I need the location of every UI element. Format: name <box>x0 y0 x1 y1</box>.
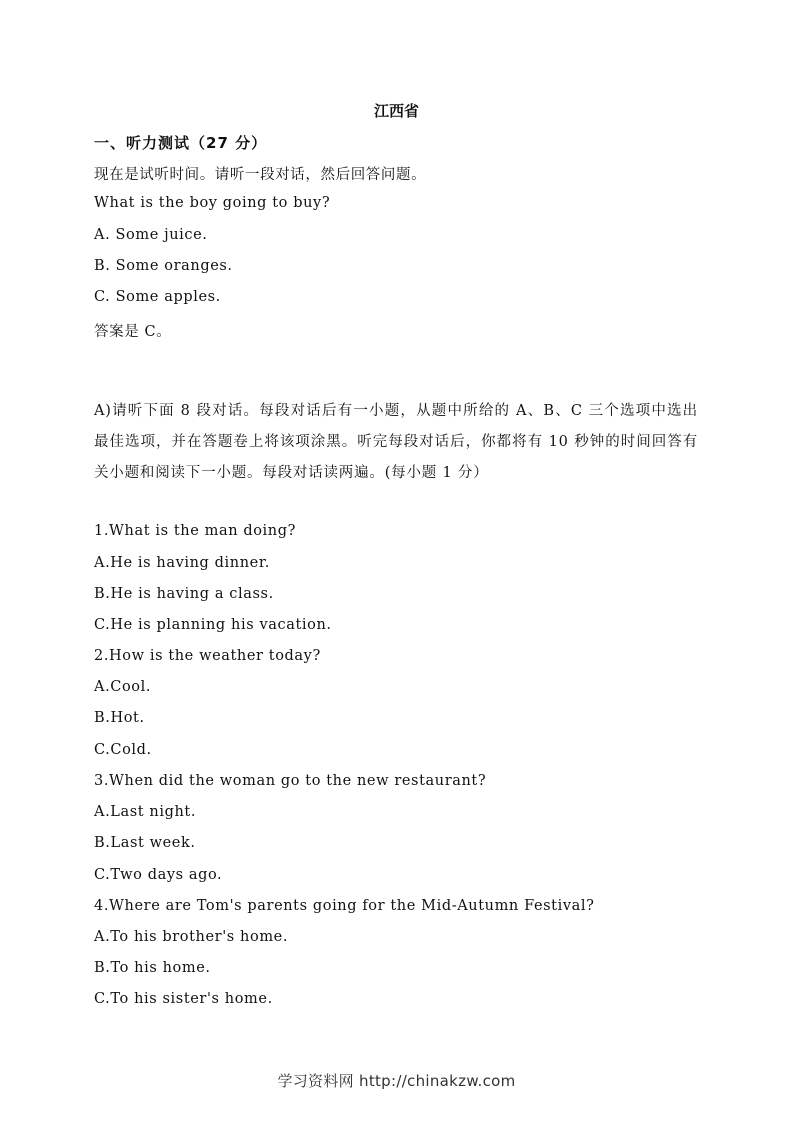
page-title: 江西省 <box>373 102 419 120</box>
question-1-option-b: B.He is having a class. <box>94 586 274 602</box>
question-2-stem: 2.How is the weather today? <box>94 648 321 664</box>
question-3-option-b: B.Last week. <box>94 835 196 851</box>
question-1-option-c: C.He is planning his vacation. <box>94 617 332 633</box>
question-3-option-c: C.Two days ago. <box>94 867 223 883</box>
sample-intro: 现在是试听时间。请听一段对话，然后回答问题。 <box>94 167 427 183</box>
question-2-option-b: B.Hot. <box>94 710 145 726</box>
sample-option-c: C. Some apples. <box>94 289 221 305</box>
sample-option-a: A. Some juice. <box>94 227 208 243</box>
sample-option-b: B. Some oranges. <box>94 258 233 274</box>
question-1-option-a: A.He is having dinner. <box>94 555 270 571</box>
question-3-stem: 3.When did the woman go to the new restaurant? <box>94 773 487 789</box>
part-a-instructions: A)请听下面 8 段对话。每段对话后有一小题，从题中所给的 A、B、C 三个选项中选出 最佳选项，并在答题卷上将该项涂黑。听完每段对话后，你都将有 10 秒钟的时间回答有关小题和阅读下一小题。每段对话读两遍。(每小题 1 分） <box>94 403 698 482</box>
question-4-option-c: C.To his sister's home. <box>94 991 273 1007</box>
section-heading: 一、听力测试（27 分） <box>94 134 268 152</box>
sample-answer: 答案是 C。 <box>94 324 172 340</box>
question-4-option-b: B.To his home. <box>94 960 211 976</box>
question-2-option-a: A.Cool. <box>94 679 152 695</box>
question-3-option-a: A.Last night. <box>94 804 197 820</box>
question-4-option-a: A.To his brother's home. <box>94 929 289 945</box>
question-2-option-c: C.Cold. <box>94 742 152 758</box>
sample-question: What is the boy going to buy? <box>94 195 331 211</box>
question-1-stem: 1.What is the man doing? <box>94 523 296 539</box>
question-4-stem: 4.Where are Tom's parents going for the Mid-Autumn Festival? <box>94 898 595 914</box>
footer-watermark: 学习资料网 http://chinakzw.com <box>277 1072 516 1090</box>
